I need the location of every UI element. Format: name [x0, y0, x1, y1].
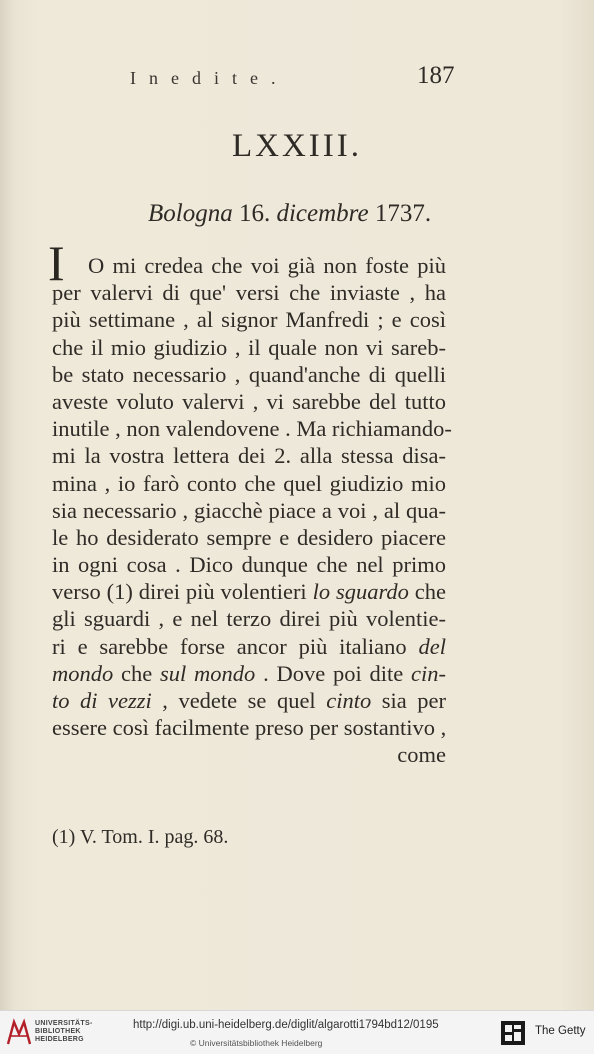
text-line: che il mio giudizio , il quale non vi sareb- [52, 334, 446, 360]
text-line: be stato necessario , quand'anche di quelli [52, 361, 446, 387]
text-line: più settimane , al signor Manfredi ; e così [52, 307, 446, 333]
text-line: mi la vostra lettera dei 2. alla stessa disa- [52, 443, 446, 469]
footnote: (1) V. Tom. I. pag. 68. [52, 826, 229, 848]
text-line: essere così facilmente preso per sostantivo , [52, 715, 447, 741]
italic-run: cin- [411, 660, 446, 686]
getty-logo-icon [500, 1020, 526, 1046]
dateline-day: 16. [238, 200, 271, 227]
text-run: che [113, 660, 161, 686]
drop-cap: I [48, 235, 65, 291]
institution-name [35, 1020, 93, 1044]
text-run: ri e sarebbe forse ancor più italiano [52, 633, 419, 659]
text-line [52, 633, 446, 660]
text-line [52, 687, 446, 714]
text-line: sia necessario , giacchè piace a voi , al qua- [52, 497, 446, 523]
dateline-place: Bologna [148, 200, 233, 227]
text-run: che [408, 579, 446, 605]
text-line: inutile , non valendovene . Ma richiamando- [52, 416, 452, 442]
text-line: mina , io farò conto che quel giudizio mio [52, 470, 446, 496]
text-line: gli sguardi , e nel terzo direi più volentie- [52, 606, 446, 632]
text-line: aveste voluto valervi , vi sarebbe del tutto [52, 388, 446, 414]
running-header [0, 62, 594, 96]
sponsor-name: The Getty [535, 1025, 586, 1037]
text-run: . Dove poi dite [255, 660, 411, 686]
text-run: sia per [371, 688, 446, 713]
text-line: in ogni cosa . Dico dunque che nel primo [52, 552, 446, 578]
running-title: Inedite. [130, 68, 289, 88]
institution-line: HEIDELBERG [35, 1036, 84, 1043]
dateline [148, 200, 431, 228]
permalink-url[interactable]: http://digi.ub.uni-heidelberg.de/diglit/algarotti1794bd12/0195 [133, 1019, 439, 1031]
italic-run: to di vezzi [52, 688, 152, 713]
dateline-month: dicembre [276, 200, 369, 227]
copyright-notice: © Universitätsbibliothek Heidelberg [190, 1038, 323, 1048]
dateline-year: 1737. [374, 200, 432, 227]
italic-run: mondo [52, 660, 114, 686]
text-line [52, 660, 446, 687]
text-line [48, 235, 446, 291]
text-line: le ho desiderato sempre e desidero piacere [52, 524, 446, 550]
text-line: per valervi di que' versi che inviaste , ha [52, 280, 446, 306]
institution-line: UNIVERSITÄTS- [35, 1020, 93, 1027]
italic-run: lo sguardo [312, 579, 409, 605]
italic-run: sul mondo [160, 660, 256, 686]
page-number: 187 [417, 62, 455, 89]
italic-run: del [418, 633, 446, 659]
text-line-content: O mi credea che voi già non foste più [88, 253, 446, 278]
university-seal-icon [6, 1018, 32, 1046]
letter-number: LXXIII. [231, 128, 363, 164]
text-run: , vedete se quel [151, 688, 327, 713]
viewer-footer [0, 1010, 594, 1054]
catchword: come [397, 742, 446, 768]
text-run: verso (1) direi più volentieri [52, 579, 313, 605]
letter-body [48, 235, 452, 769]
italic-run: cinto [326, 688, 372, 713]
institution-line: BIBLIOTHEK [35, 1028, 81, 1035]
text-line [52, 578, 446, 605]
